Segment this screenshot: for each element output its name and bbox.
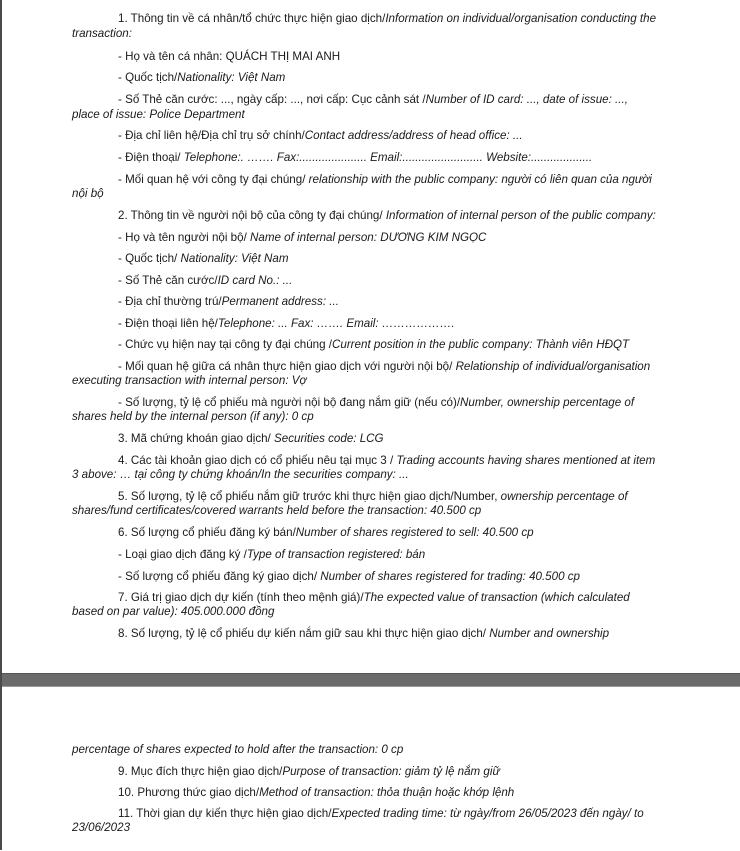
item-2-heading: 2. Thông tin về người nội bộ của công ty đại chúng/ Information of internal person of the public company: xyxy=(118,209,656,222)
shares-registered-trading: - Số lượng cổ phiếu đăng ký giao dịch/ Number of shares registered for trading: 40.500 cp xyxy=(118,570,580,583)
individual-relationship-cont: nội bộ xyxy=(72,187,104,200)
internal-person-shares-held: - Số lượng, tỷ lệ cổ phiếu mà người nội bộ đang nắm giữ (nếu có)/Number, ownership percentage of xyxy=(118,396,635,409)
individual-name: - Họ và tên cá nhân: QUÁCH THỊ MAI ANH xyxy=(118,50,341,63)
item-1-heading-cont: transaction: xyxy=(72,27,132,40)
individual-id-card-cont: place of issue: Police Department xyxy=(72,108,245,121)
item-11-expected-time-cont: 23/06/2023 xyxy=(72,821,131,834)
individual-nationality: - Quốc tịch/Nationality: Việt Nam xyxy=(118,71,286,84)
document-page-1 xyxy=(2,0,740,673)
individual-phone: - Điện thoại/ Telephone:. ……. Fax:..................... Email:......................... Website:................... xyxy=(118,151,593,164)
internal-person-position: - Chức vụ hiện nay tại công ty đại chúng /Current position in the public company: Thành viên HĐQT xyxy=(118,338,630,351)
page-gap xyxy=(2,673,740,686)
item-5-shares-before-cont: shares/fund certificates/covered warrants held before the transaction: 40.500 cp xyxy=(72,504,482,517)
individual-id-card: - Số Thẻ căn cước: ..., ngày cấp: ..., nơi cấp: Cục cảnh sát /Number of ID card: ..., date of issue: ..., xyxy=(118,93,628,106)
item-9-purpose: 9. Mục đích thực hiện giao dịch/Purpose of transaction: giảm tỷ lệ nắm giữ xyxy=(118,765,500,778)
internal-person-phone: - Điện thoại liên hệ/Telephone: ... Fax: ……. Email: ………………. xyxy=(118,317,455,330)
internal-person-nationality: - Quốc tịch/ Nationality: Việt Nam xyxy=(118,252,289,265)
internal-person-address: - Địa chỉ thường trú/Permanent address: ... xyxy=(118,295,339,308)
internal-person-id-card: - Số Thẻ căn cước/ID card No.: ... xyxy=(118,274,293,287)
individual-relationship: - Mối quan hệ với công ty đại chúng/ relationship with the public company: người có liên quan của người xyxy=(118,173,652,186)
item-11-expected-time: 11. Thời gian dự kiến thực hiện giao dịch/Expected trading time: từ ngày/from 26/05/2023 đến ngày/ to xyxy=(118,807,644,820)
item-4-trading-accounts: 4. Các tài khoản giao dịch có cổ phiếu nêu tại mục 3 / Trading accounts having shares mentioned at item xyxy=(118,454,656,467)
item-1-heading: 1. Thông tin về cá nhân/tổ chức thực hiện giao dịch/Information on individual/organisation conducting the xyxy=(118,12,657,25)
item-6-shares-to-sell: 6. Số lượng cổ phiếu đăng ký bán/Number of shares registered to sell: 40.500 cp xyxy=(118,526,534,539)
item-10-method: 10. Phương thức giao dịch/Method of transaction: thỏa thuận hoặc khớp lệnh xyxy=(118,786,515,799)
internal-person-shares-held-cont: shares held by the internal person (if any): 0 cp xyxy=(72,410,314,423)
item-8-shares-after-cont: percentage of shares expected to hold after the transaction: 0 cp xyxy=(72,743,404,756)
relationship-with-internal-person: - Mối quan hệ giữa cá nhân thực hiện giao dịch với người nội bộ/ Relationship of individual/organisation xyxy=(118,360,651,373)
document-page-2 xyxy=(2,686,740,851)
transaction-type: - Loại giao dịch đăng ký /Type of transaction registered: bán xyxy=(118,548,426,561)
item-3-securities-code: 3. Mã chứng khoán giao dịch/ Securities code: LCG xyxy=(118,432,384,445)
item-5-shares-before: 5. Số lượng, tỷ lệ cổ phiếu nắm giữ trước khi thực hiện giao dịch/Number, ownership percentage of xyxy=(118,490,628,503)
item-7-expected-value: 7. Giá trị giao dịch dự kiến (tính theo mệnh giá)/The expected value of transaction (which calculated xyxy=(118,591,630,604)
relationship-with-internal-person-cont: executing transaction with internal person: Vợ xyxy=(72,374,307,387)
internal-person-name: - Họ và tên người nội bộ/ Name of internal person: DƯƠNG KIM NGỌC xyxy=(118,231,487,244)
item-4-trading-accounts-cont: 3 above: … tại công ty chứng khoán/In the securities company: ... xyxy=(72,468,409,481)
item-7-expected-value-cont: based on par value): 405.000.000 đồng xyxy=(72,605,275,618)
individual-address: - Địa chỉ liên hệ/Địa chỉ trụ sở chính/Contact address/address of head office: ... xyxy=(118,129,523,142)
item-8-shares-after: 8. Số lượng, tỷ lệ cổ phiếu dự kiến nắm giữ sau khi thực hiện giao dịch/ Number and ownership xyxy=(118,627,610,640)
